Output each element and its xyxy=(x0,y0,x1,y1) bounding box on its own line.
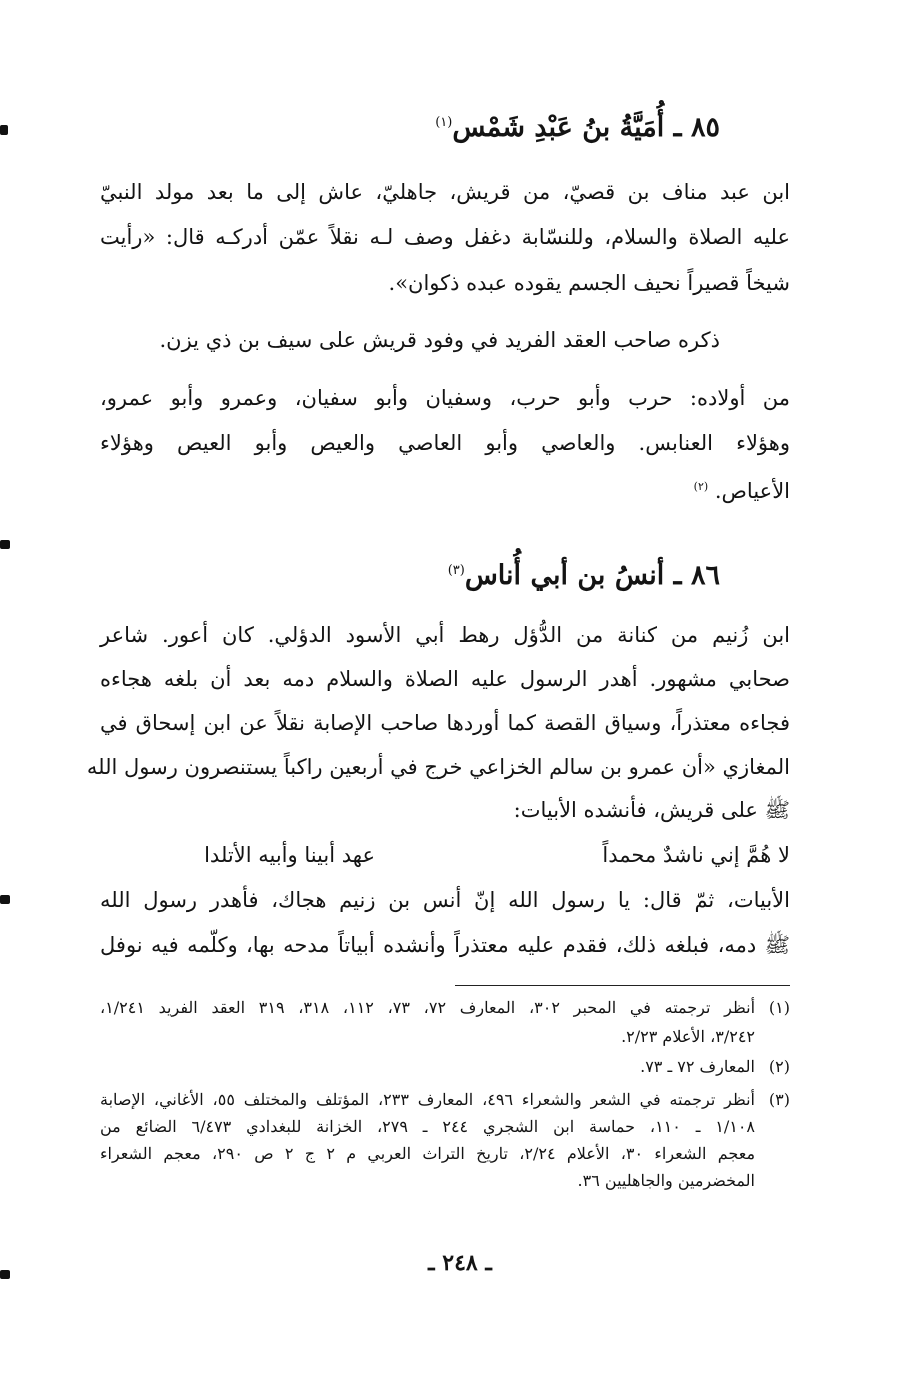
entry-86-title-text: ٨٦ ـ أنسُ بن أبي أُناس xyxy=(464,560,720,591)
footnote-separator xyxy=(455,985,790,986)
entry-86-line-7: ﷺ دمه، فبلغه ذلك، فقدم عليه معتذراً وأنشده أبياتاً مدحه بها، وكلّمه فيه نوفل xyxy=(100,933,790,957)
footnote-ref-3: (٣) xyxy=(447,563,465,578)
entry-85-line-3: شيخاً قصيراً نحيف الجسم يقوده عبده ذكوان». xyxy=(388,271,790,295)
entry-86-line-2: صحابي مشهور. أهدر الرسول عليه الصلاة والسلام دمه بعد أن بلغه هجاءه xyxy=(100,667,790,691)
footnote-ref-1: (١) xyxy=(435,115,453,130)
footnote-1-line-1: أنظر ترجمته في المحبر ٣٠٢، المعارف ٧٢، ٧٣، ١١٢، ٣١٨، ٣١٩ العقد الفريد ١/٢٤١، xyxy=(100,998,756,1017)
scan-edge-mark xyxy=(0,895,10,904)
scan-edge-mark xyxy=(0,1270,10,1279)
entry-85-line-5: من أولاده: حرب وأبو حرب، وسفيان وأبو سفيان، وعمرو وأبو عمرو، xyxy=(100,386,790,410)
entry-85-line-7 xyxy=(100,472,790,506)
footnote-3-line-2: ١/١٠٨ ـ ١١٠، حماسة ابن الشجري ٢٤٤ ـ ٢٧٩، الخزانة للبغدادي ٦/٤٧٣ الضائع من xyxy=(100,1117,756,1136)
verse-first-hemistich: لا هُمَّ إني ناشدٌ محمداً xyxy=(602,843,790,867)
entry-86-line-4: المغازي «أن عمرو بن سالم الخزاعي خرج في أربعين راكباً يستنصرون رسول الله xyxy=(86,755,790,779)
entry-86-line-3: فجاءه معتذراً، وسياق القصة كما أوردها صاحب الإصابة نقلاً عن ابن إسحاق في xyxy=(100,711,790,735)
page-number: ـ ٢٤٨ ـ xyxy=(428,1250,492,1276)
entry-86-title xyxy=(160,560,720,591)
entry-85-line-6: وهؤلاء العنابس. والعاصي وأبو العاصي والعيص وأبو العيص وهؤلاء xyxy=(100,431,790,455)
footnote-1-number: (١) xyxy=(768,998,790,1017)
entry-85-line-1: ابن عبد مناف بن قصيّ، من قريش، جاهليّ، عاش إلى ما بعد مولد النبيّ xyxy=(100,180,790,204)
entry-86-line-6: الأبيات، ثمّ قال: يا رسول الله إنّ أنس بن زنيم هجاك، فأهدر رسول الله xyxy=(100,888,790,912)
footnote-2-line-1: المعارف ٧٢ ـ ٧٣. xyxy=(640,1057,755,1076)
entry-85-line-7-text: الأعياص. xyxy=(714,479,790,503)
footnote-3-line-3: معجم الشعراء ٣٠، الأعلام ٢/٢٤، تاريخ التراث العربي م ٢ ج ٢ ص ٢٩٠، معجم الشعراء xyxy=(100,1144,756,1163)
entry-85-title-text: ٨٥ ـ أُمَيَّةُ بنُ عَبْدِ شَمْس xyxy=(452,112,720,143)
entry-86-line-1: ابن زُنيم من كنانة من الدُّؤل رهط أبي الأسود الدؤلي. كان أعور. شاعر xyxy=(100,623,790,647)
footnote-ref-2: (٢) xyxy=(693,480,709,493)
footnote-3-number: (٣) xyxy=(768,1090,790,1109)
entry-86-line-5: ﷺ على قريش، فأنشده الأبيات: xyxy=(513,798,790,822)
entry-85-line-2: عليه الصلاة والسلام، وللنسّابة دغفل وصف لـه نقلاً عمّن أدركـه قال: «رأيت xyxy=(100,225,790,249)
footnote-3-line-4: المخضرمين والجاهليين ٣٦. xyxy=(577,1171,755,1190)
scan-edge-mark xyxy=(0,125,8,135)
footnote-1-line-2: ٣/٢٤٢، الأعلام ٢/٢٣. xyxy=(621,1027,755,1046)
footnote-2-number: (٢) xyxy=(768,1057,790,1076)
scan-edge-mark xyxy=(0,540,10,549)
footnote-3-line-1: أنظر ترجمته في الشعر والشعراء ٤٩٦، المعارف ٢٣٣، المؤتلف والمختلف ٥٥، الأغاني، الإصابة xyxy=(100,1090,756,1109)
entry-85-line-4: ذكره صاحب العقد الفريد في وفود قريش على سيف بن ذي يزن. xyxy=(159,328,720,352)
verse-second-hemistich: عهد أبينا وأبيه الأتلدا xyxy=(204,843,375,867)
entry-85-title xyxy=(160,112,720,143)
